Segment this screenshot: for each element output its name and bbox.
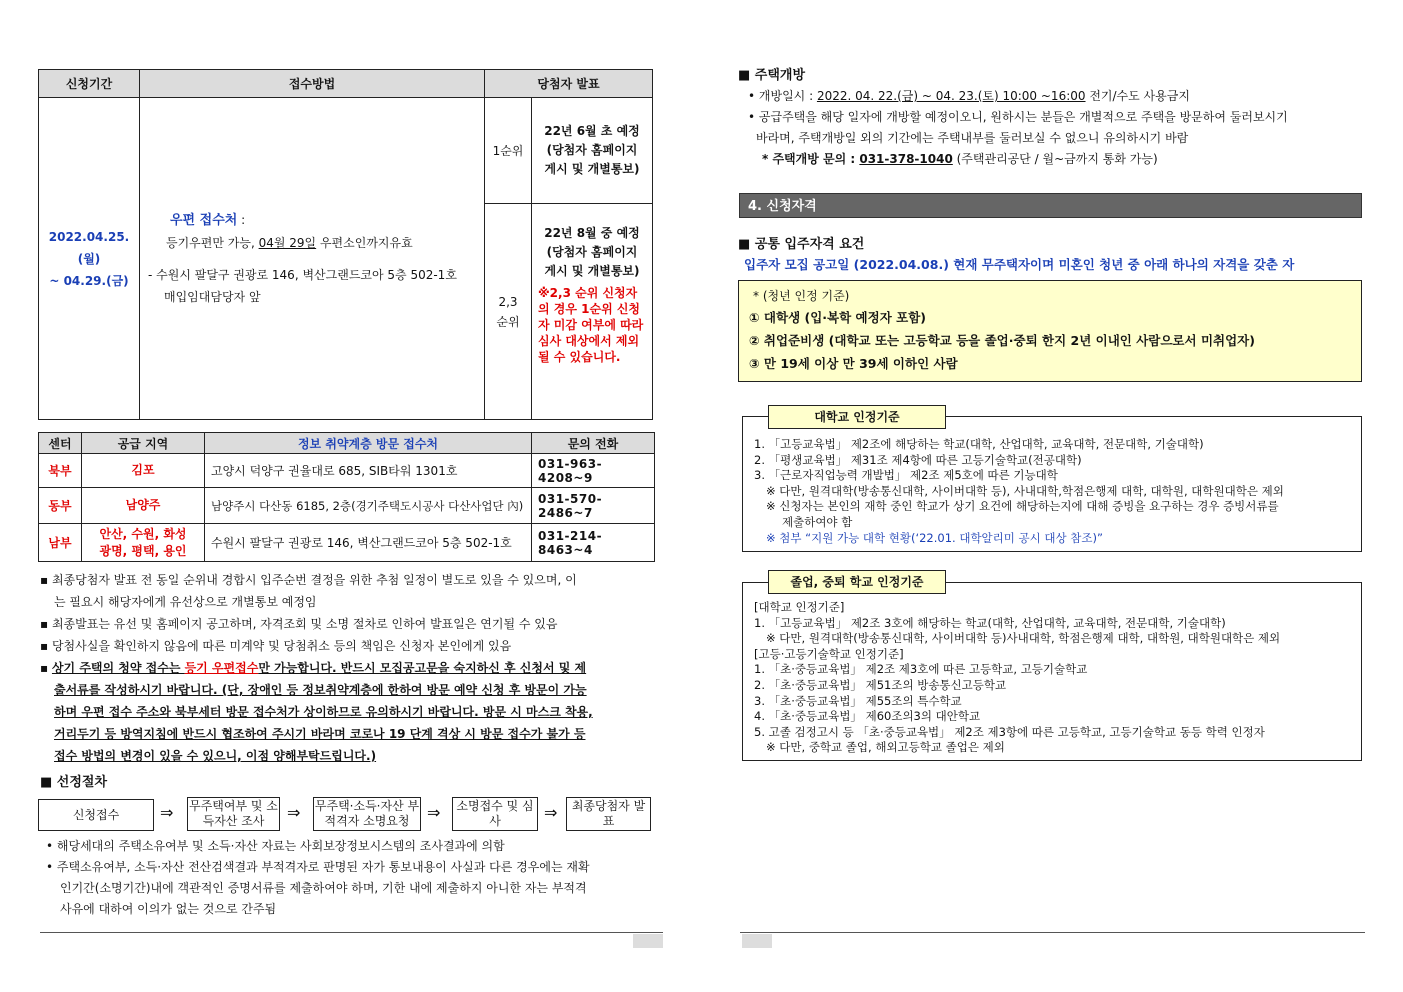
footer-rule (40, 932, 663, 933)
period-end: ~ 04.29.(금) (49, 273, 129, 288)
footer-rule (740, 932, 1365, 933)
list-item: 1. 「고등교육법」 제2조에 해당하는 학교(대학, 산업대학, 교육대학, 전문대학, 기술대학) (754, 437, 1204, 451)
contact-phone: 031-214-8463~4 (532, 524, 655, 562)
arrow-icon: ⇒ (544, 803, 558, 822)
note-4-part-a: 상기 주택의 청약 접수는 (51, 661, 185, 675)
list-item: 5. 고졸 검정고시 등 「초·중등교육법」 제2조 제3항에 따른 고등학교, 고등기술학교 동등 학력 인정자 (754, 724, 1265, 739)
grad-criteria-list (754, 600, 1359, 756)
arrow-icon: ⇒ (287, 803, 301, 822)
page-number-box (742, 934, 772, 948)
rank1-cell: 1순위 (485, 98, 532, 204)
rank23-announce (532, 204, 653, 420)
supply-region: 안산, 수원, 화성 광명, 평택, 용인 (82, 524, 205, 562)
rank23-line1: 2,3 (498, 294, 518, 309)
note-4-line3: 하며 우편 접수 주소와 북부세터 방문 접수처가 상이하므로 유의하시기 바랍니다. 방문 시 마스크 착용, (54, 705, 593, 719)
univ-attachment-note: ※ 첨부 “지원 가능 대학 현황(‘22.01. 대학알리미 공시 대상 참조)” (766, 530, 1103, 545)
center-name: 북부 (39, 454, 82, 488)
rank23-cell (485, 204, 532, 420)
open-date: 2022. 04. 22.(금) ~ 04. 23.(토) 10:00 ~16:00 (816, 89, 1086, 103)
list-item: ※ 다만, 원격대학(방송통신대학, 사이버대학 등), 사내대학,학점은행제 대학, 대학원, 대학원대학은 제외 (766, 483, 1284, 498)
open-house-line2: • 공급주택을 해당 일자에 개방할 예정이오니, 원하시는 분들은 개별적으로 주택을 방문하여 둘러보시기 (748, 110, 1288, 124)
open-house-line3: 바라며, 주택개방일 외의 기간에는 주택내부를 둘러보실 수 없으니 유의하시기 바람 (756, 131, 1189, 145)
method-title: 우편 접수처 (170, 213, 238, 228)
list-item: [고등·고등기술학교 인정기준] (754, 646, 904, 661)
qualification-summary: 입주자 모집 공고일 (2022.04.08.) 현재 무주택자이며 미혼인 청년 중 아래 하나의 자격을 갖춘 자 (744, 257, 1295, 272)
method-recipient: 매입임대담당자 앞 (164, 290, 261, 304)
contact-phone: 031-570-2486~7 (532, 488, 655, 524)
note-3: ▪ 당첨사실을 확인하지 않음에 따른 미계약 및 당첨취소 등의 책임은 신청자 본인에게 있음 (40, 639, 512, 653)
procedure-title: ■ 선정절차 (40, 775, 108, 790)
list-item: ※ 다만, 중학교 졸업, 해외고등학교 졸업은 제외 (766, 740, 1005, 755)
list-item: ※ 다만, 원격대학(방송통신대학, 사이버대학 등)사내대학, 학점은행제 대학, 대학원, 대학원대학은 제외 (766, 631, 1281, 646)
open-house-contact (748, 149, 1368, 170)
rank1-ann-line3: 게시 및 개별통보) (544, 162, 640, 176)
procedure-note-2a: • 주택소유여부, 소득·자산 전산검색결과 부적격자로 판명된 자가 통보내용이 사실과 다른 경우에는 재확 (46, 860, 590, 874)
note-1a: ▪ 최종당첨자 발표 전 동일 순위내 경합시 입주순번 결정을 위한 추첨 일정이 별도로 있을 수 있으며, 이 (40, 573, 577, 587)
note-4-line4: 거리두기 등 방역지침에 반드시 협조하여 주시기 바라며 코로나 19 단계 격상 시 방문 접수가 불가 등 (54, 727, 586, 741)
step-apply: 신청접수 (38, 799, 154, 831)
center-name: 남부 (39, 524, 82, 562)
page-number-box (633, 934, 663, 948)
procedure-note-2c: 사유에 대하여 이의가 없는 것으로 간주됨 (60, 902, 277, 916)
method-title-suffix: : (237, 213, 246, 227)
section-4-header: 4. 신청자격 (739, 193, 1362, 218)
note-4-part-b: 만 가능합니다. 반드시 모집공고문을 숙지하신 후 신청서 및 제 (258, 661, 587, 675)
supply-region: 남양주 (82, 488, 205, 524)
open-contact-label: * 주택개방 문의 : (762, 152, 860, 166)
open-house-block (748, 86, 1368, 170)
note-4-line2: 출서류를 작성하시기 바랍니다. (단, 장애인 등 정보취약계층에 한하여 방문 예약 신청 후 방문이 가능 (54, 683, 587, 697)
visit-address: 수원시 팔달구 권광로 146, 벽산그랜드코아 5층 502-1호 (205, 524, 532, 562)
procedure-note-1: • 해당세대의 주택소유여부 및 소득·자산 자료는 사회보장정보시스템의 조사결과에 의함 (46, 839, 505, 853)
rank23-note: ※2,3 순위 신청자의 경우 1순위 신청자 미감 여부에 따라 심사 대상에서 제외될 수 있습니다. (538, 286, 644, 364)
open-date-label: • 개방일시 : (748, 89, 817, 103)
visit-address: 남양주시 다산동 6185, 2층(경기주택도시공사 다산사업단 內) (205, 488, 532, 524)
youth-criteria-1: ① 대학생 (입·복학 예정자 포함) (749, 310, 926, 325)
visit-reception-table (38, 432, 655, 562)
list-item: 1. 「고등교육법」 제2조 3호에 해당하는 학교(대학, 산업대학, 교육대학, 전문대학, 기술대학) (754, 615, 1226, 630)
open-contact-phone: 031-378-1040 (859, 152, 953, 166)
youth-criteria-2: ② 취업준비생 (대학교 또는 고등학교 등을 졸업·중퇴 한지 2년 이내인 사람으로서 미취업자) (749, 333, 1255, 348)
univ-criteria-list (754, 437, 1359, 546)
rank23-ann-line1: 22년 8월 중 예정 (544, 226, 640, 240)
period-cell (39, 98, 140, 420)
list-item: 3. 「근로자직업능력 개발법」 제2조 제5호에 따른 기능대학 (754, 468, 1058, 483)
visit-address: 고양시 덕양구 권율대로 685, SIB타워 1301호 (205, 454, 532, 488)
rank23-ann-line3: 게시 및 개별통보) (544, 264, 640, 278)
note-4: ▪ 상기 주택의 청약 접수는 등기 우편접수만 가능합니다. 반드시 모집공고문을 숙지하신 후 신청서 및 제 (40, 661, 587, 675)
header-announce: 당첨자 발표 (485, 70, 653, 98)
period-start: 2022.04.25.(월) (48, 229, 130, 266)
method-line1-pre: 등기우편만 가능, (166, 236, 259, 250)
method-line1-post: 우편소인까지유효 (316, 236, 413, 250)
note-1b: 는 필요시 해당자에게 유선상으로 개별통보 예정임 (54, 595, 317, 609)
rank23-ann-line2: (당첨자 홈페이지 (546, 245, 638, 259)
list-item: ※ 신청자는 본인의 재학 중인 학교가 상기 요건에 해당하는지에 대해 증빙을 요구하는 경우 증빙서류를 (766, 499, 1279, 514)
list-item: 2. 「평생교육법」 제31조 제4항에 따른 고등기술학교(전공대학) (754, 452, 1082, 467)
note-4-line5: 접수 방법의 변경이 있을 수 있으니, 이점 양해부탁드립니다.) (54, 749, 377, 763)
method-cell (140, 98, 485, 420)
list-item: 4. 「초·중등교육법」 제60조의3의 대안학교 (754, 709, 981, 724)
rank1-ann-line1: 22년 6월 초 예정 (544, 124, 640, 138)
contact-phone: 031-963-4208~9 (532, 454, 655, 488)
table-row (39, 454, 655, 488)
center-name: 동부 (39, 488, 82, 524)
header-phone: 문의 전화 (532, 433, 655, 454)
table-row (39, 488, 655, 524)
open-contact-suffix: (주택관리공단 / 월~금까지 통화 가능) (952, 152, 1158, 166)
open-house-title: ■ 주택개방 (738, 68, 806, 83)
arrow-icon: ⇒ (427, 803, 441, 822)
notes-block (40, 569, 665, 767)
youth-criteria-3: ③ 만 19세 이상 만 39세 이하인 사람 (749, 356, 958, 371)
header-period: 신청기간 (39, 70, 140, 98)
note-4-red: 등기 우편접수 (184, 661, 259, 675)
application-schedule-table (38, 69, 653, 420)
open-date-suffix: 전기/수도 사용금지 (1085, 89, 1190, 103)
header-region: 공급 지역 (82, 433, 205, 454)
method-address: - 수원시 팔달구 권광로 146, 벽산그랜드코아 5층 502-1호 (148, 268, 457, 282)
rank1-announce (532, 98, 653, 204)
list-item: 제출하여야 함 (782, 514, 853, 529)
list-item: 1. 「초·중등교육법」 제2조 제3호에 따른 고등학교, 고등기술학교 (754, 662, 1088, 677)
header-center: 센터 (39, 433, 82, 454)
method-deadline: 04월 29일 (258, 236, 317, 250)
header-visit: 정보 취약계층 방문 접수처 (205, 433, 532, 454)
youth-criteria-box (738, 280, 1362, 382)
step-income-check: 무주택여부 및 소득자산 조사 (187, 797, 280, 831)
note-2: ▪ 최종발표는 유선 및 홈페이지 공고하며, 자격조회 및 소명 절차로 인하여 발표일은 연기될 수 있음 (40, 617, 558, 631)
list-item: 3. 「초·중등교육법」 제55조의 특수학교 (754, 693, 962, 708)
open-house-date-line (748, 86, 1368, 107)
list-item: 2. 「초·중등교육법」 제51조의 방송통신고등학교 (754, 677, 1007, 692)
supply-region: 김포 (82, 454, 205, 488)
step-final-announce: 최종당첨자 발표 (566, 797, 651, 831)
rank23-line2: 순위 (496, 314, 520, 329)
header-method: 접수방법 (140, 70, 485, 98)
procedure-notes (46, 836, 666, 920)
youth-criteria-title: * (청년 인정 기준) (753, 289, 850, 303)
procedure-note-2b: 인기간(소명기간)내에 객관적인 증명서류를 제출하여야 하며, 기한 내에 제출하지 아니한 자는 부적격 (60, 881, 587, 895)
list-item: [대학교 인정기준] (754, 600, 845, 614)
arrow-icon: ⇒ (160, 803, 174, 822)
univ-criteria-label: 대학교 인정기준 (768, 405, 946, 429)
step-review: 소명접수 및 심사 (452, 797, 538, 831)
step-clarification-request: 무주택·소득·자산 부적격자 소명요청 (313, 797, 421, 831)
table-row (39, 524, 655, 562)
grad-criteria-label: 졸업, 중퇴 학교 인정기준 (768, 570, 946, 594)
rank1-ann-line2: (당첨자 홈페이지 (546, 143, 638, 157)
common-qualification-title: ■ 공통 입주자격 요건 (738, 237, 865, 252)
